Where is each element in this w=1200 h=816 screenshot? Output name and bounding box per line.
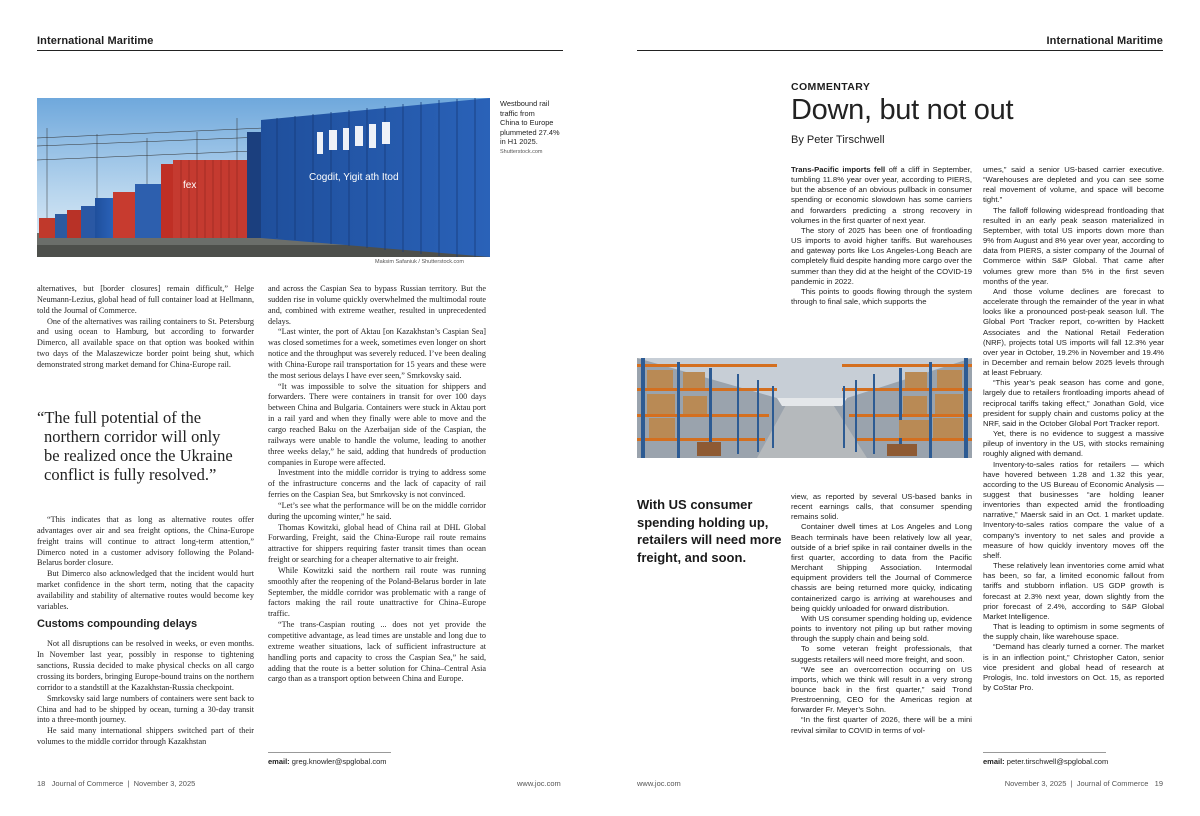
caption-line: in H1 2025. bbox=[500, 137, 538, 147]
container-label-blue: Cogdit, Yigit ath Itod bbox=[309, 172, 399, 183]
callout-line: retailers will need more bbox=[637, 532, 782, 548]
email-rule-right bbox=[983, 752, 1106, 753]
paragraph: This points to goods flowing through the system through to final sale, which supports the bbox=[791, 286, 972, 307]
email-address[interactable]: greg.knowler@spglobal.com bbox=[291, 757, 387, 766]
subhead: Customs compounding delays bbox=[37, 617, 198, 630]
kicker: COMMENTARY bbox=[791, 81, 871, 93]
callout-line: With US consumer bbox=[637, 497, 753, 512]
paragraph: alternatives, but [border closures] remain difficult,” Helge Neumann-Lezius, global head of full container load at Hellmann, told the Journal of Commerce. bbox=[37, 284, 254, 315]
paragraph: Container dwell times at Los Angeles and Long Beach terminals have been relatively low all year, outside of a brief spike in rail container dwells in the first quarter, according to data from the Pacific Merchant Shipping Association. Intermodal equipment providers tell the Journal of Commerce chassis are being returned more quicky, indicating containerized cargo is arriving at warehouses and being quickly unloaded for onward distribution. bbox=[791, 522, 972, 613]
caption-line: Westbound rail bbox=[500, 99, 550, 108]
footer-publication: Journal of Commerce bbox=[1076, 779, 1149, 788]
pull-quote-line: conflict is fully resolved.” bbox=[44, 465, 217, 484]
left-column-2 bbox=[268, 284, 486, 685]
caption-credit: Shutterstock.com bbox=[500, 148, 543, 155]
paragraph: That is leading to optimism in some segments of the supply chain, like warehouse space. bbox=[983, 622, 1164, 642]
email-address[interactable]: peter.tirschwell@spglobal.com bbox=[1006, 757, 1109, 766]
paragraph: “In the first quarter of 2026, there will be a mini revival similar to COVID in terms of vol- bbox=[791, 715, 972, 735]
paragraph: To some veteran freight professionals, that suggests retailers will need more freight, and soon. bbox=[791, 644, 972, 664]
paragraph: “The trans-Caspian routing ... does not yet provide the competitive advantage, as lead times are unstable and long due to extreme weather situations, lack of sufficient infrastructure at handling ports and capacity to cross the Caspian Sea,” he said, adding that the route is a better solution for China–Central Asia cargo than as a transport option between China and Europe. bbox=[268, 620, 486, 684]
footer-right: November 3, 2025 | Journal of Commerce 19 bbox=[1004, 779, 1163, 788]
page-number: 18 bbox=[37, 779, 46, 788]
paragraph: But Dimerco also acknowledged that the incident would hurt market confidence in the short term, noting that the capacity availability and stability of alternative routes would become key variables. bbox=[37, 569, 254, 611]
left-column-1-bottom bbox=[37, 515, 254, 748]
paragraph: “Last winter, the port of Aktau [on Kazakhstan’s Caspian Sea] was closed sometimes for a week, sometimes even longer on short notice and the throughput was severely reduced. I’ve been dealing with China-Europe rail transportation for 15 years and these were the most serious delays I have ever seen,” Smrkovsky said. bbox=[268, 327, 486, 380]
running-head-left: International Maritime bbox=[37, 35, 154, 47]
paragraph: “This year’s peak season has come and gone, largely due to retailers frontloading imports ahead of reciprocal tariffs taking effect,” Jonathan Gold, vice president for supply chain and customs policy at the NRF, said in the October Global Port Tracker report. bbox=[983, 378, 1164, 428]
pull-quote-line: “The full potential of the bbox=[37, 408, 202, 427]
callout-line: freight, and soon. bbox=[637, 549, 747, 565]
paragraph: These relatively lean inventories come amid what has been, so far, a limited economic fallout from tariffs and stubborn inflation. US GDP growth is forecast at 2.3% next year, down slightly from the prior forecast of 2.4%, according to S&P Global Market Intelligence. bbox=[983, 561, 1164, 621]
callout-line: spending holding up, bbox=[637, 514, 769, 530]
paragraph: The story of 2025 has been one of frontloading US imports to avoid higher tariffs. But warehouses and gateway ports like Los Angeles-Long Beach are completely fluid despite handing more cargo over the summer than they did at the height of the COVID-19 pandemic in 2022. bbox=[791, 225, 972, 286]
footer-date: November 3, 2025 bbox=[1004, 779, 1067, 788]
left-column-1-top bbox=[37, 284, 254, 371]
container-label-fex: fex bbox=[183, 180, 197, 191]
lead-paragraph bbox=[791, 165, 972, 226]
author-email-right bbox=[983, 757, 1108, 766]
paragraph: “Demand has clearly turned a corner. The market is in an inflection point,” Christopher Caton, senior vice president and global head of research at Prologis, Inc. told investors on Oct. 15, as reported by CoStar Pro. bbox=[983, 642, 1164, 692]
email-rule-left bbox=[268, 752, 391, 753]
paragraph: The falloff following widespread frontloading that resulted in an early peak season materialized in September, with total US imports down more than 9% from August and 8% year over year, according to data from PIERS, a sister company of the Journal of Commerce within S&P Global. That came after volumes grew more than 5% in the first seven months of the year. bbox=[983, 205, 1164, 286]
caption-line: China to Europe bbox=[500, 118, 554, 128]
lead-text: off a cliff in September, tumbling 11.8% year over year, according to PIERS, but the absence of an obvious pullback in consumer spending or economic slowdown has some carriers and forwarders predicting a strong recovery in volumes in the first quarter of next year. bbox=[791, 165, 972, 225]
rail-container-photo bbox=[37, 98, 490, 257]
photo-credit: Maksim Safaniuk / Shutterstock.com bbox=[375, 259, 464, 265]
paragraph: Smrkovsky said large numbers of containers were sent back to China and had to be shipped by ocean, turning a 30-day transit into a three-month journey. bbox=[37, 693, 254, 725]
headline: Down, but not out bbox=[791, 94, 1014, 126]
pull-quote-line: be realized once the Ukraine bbox=[44, 446, 233, 465]
paragraph: “It was impossible to solve the situation for shippers and forwarders. There were containers in transit for over 100 days between China and Bulgaria. Containers were stuck in Aktau port in a rail yard and when they finally were able to move and the cargo reached Baku on the Azerbaijan side of the Caspian, the railways were unable to handle the volume, leading to another three weeks delay,” he said, adding that hundreds of production companies in Europe were affected. bbox=[268, 381, 486, 467]
paragraph: Inventory-to-sales ratios for retailers — which have hovered between 1.28 and 1.32 this year, according to the US Bureau of Economic Analysis — suggest that businesses “are holding leaner inventories than expected amid the frontloading narrative,” Maersk said in an Oct. 1 market update. Inventory-to-sales ratios compare the value of a company’s inventory to net sales and provide a measure of how quickly inventory moves off the shelf. bbox=[983, 459, 1164, 560]
paragraph: and across the Caspian Sea to bypass Russian territory. But the sudden rise in volume quickly overwhelmed the multimodal route and, combined with extreme weather, resulted in unprecedented delays. bbox=[268, 284, 486, 326]
page-number: 19 bbox=[1154, 779, 1163, 788]
header-rule-left bbox=[37, 50, 563, 51]
email-label: email: bbox=[268, 757, 290, 766]
footer-url-left[interactable]: www.joc.com bbox=[517, 779, 561, 788]
paragraph: While Kowitzki said the northern rail route was running smoothly after the reopening of the Poland-Belarus border in late September, the middle corridor was problematic with a range of factors making the rail route unattractive for China–Europe traffic. bbox=[268, 565, 486, 619]
footer-date: November 3, 2025 bbox=[133, 779, 196, 788]
lead-in: Trans-Pacific imports fell bbox=[791, 165, 886, 174]
right-column-1-top bbox=[791, 165, 972, 307]
paragraph: umes,” said a senior US-based carrier executive. “Warehouses are depleted and you can see some real movement of volume, and space will become tight.” bbox=[983, 165, 1164, 205]
right-column-2 bbox=[983, 165, 1164, 693]
right-column-1-bottom bbox=[791, 492, 972, 736]
author-email-left bbox=[268, 757, 387, 766]
byline: By Peter Tirschwell bbox=[791, 134, 885, 146]
running-head-right: International Maritime bbox=[1046, 35, 1163, 47]
email-label: email: bbox=[983, 757, 1005, 766]
pull-quote-line: northern corridor will only bbox=[44, 427, 221, 446]
paragraph: He said many international shippers switched part of their volumes to the middle corridor through Kazakhstan bbox=[37, 726, 254, 747]
paragraph: “Let’s see what the performance will be on the middle corridor during the upcoming winter,” he said. bbox=[268, 500, 486, 521]
paragraph: Not all disruptions can be resolved in weeks, or even months. In November last year, possibly in response to tightening sanctions, Russia decided to make physical checks on all cargo crossing its borders, bringing Europe-bound trains on the northern corridor to a standstill at the Kazakhstan-Russia checkpoint. bbox=[37, 639, 254, 692]
caption-line: plummeted 27.4% bbox=[500, 127, 560, 137]
footer-left: 18 Journal of Commerce | November 3, 2025 bbox=[37, 779, 196, 788]
paragraph: With US consumer spending holding up, evidence points to inventory not piling up but rather moving through the supply chain and being sold. bbox=[791, 613, 972, 644]
paragraph: Thomas Kowitzki, global head of China rail at DHL Global Forwarding, Freight, said the China-Europe rail route remains attractive for shippers requiring faster transit times than ocean freight or searching for a cheaper alternative to air freight. bbox=[268, 522, 486, 565]
header-rule-right bbox=[637, 50, 1163, 51]
warehouse-photo bbox=[637, 358, 972, 458]
callout-quote bbox=[637, 496, 787, 566]
paragraph: And those volume declines are forecast to accelerate through the remainder of the year in what looks like a pronounced post-peak season lull. The Global Port Tracker report, co-written by Hackett Associates and the National Retail Federation (NRF), projects total US imports will fall 12.3% year over year in October, 19.2% in November and 19.4% in December and remain below 2025 levels through at least February. bbox=[983, 286, 1164, 378]
paragraph: “This indicates that as long as alternative routes offer advantages over air and sea freight options, the China-Europe freight trains will continue to attract long-term attention,” Dimerco noted in a customer advisory following the Poland-Belarus border closure. bbox=[37, 515, 254, 568]
paragraph: One of the alternatives was railing containers to St. Petersburg and using ocean to Hamburg, but according to forwarder Dimerco, all available space on that option was booked within two days of the Malaszewicze border point being shut, which demonstrated strong market demand for China-Europe rail. bbox=[37, 316, 254, 369]
paragraph: “We see an overcorrection occurring on US imports, which we think will result in a very strong bounce back in the first quarter,” said Trond Prestroenning, CEO for the Americas region at forwarder Fr. Meyer’s Sohn. bbox=[791, 664, 972, 715]
footer-publication: Journal of Commerce bbox=[51, 779, 124, 788]
photo-caption bbox=[500, 99, 570, 158]
caption-line: traffic from bbox=[500, 108, 535, 118]
paragraph: Yet, there is no evidence to suggest a massive pileup of inventory in the US, with stocks remaining roughly aligned with demand. bbox=[983, 429, 1164, 459]
footer-url-right[interactable]: www.joc.com bbox=[637, 779, 681, 788]
paragraph: view, as reported by several US-based banks in recent earnings calls, that consumer spending remains solid. bbox=[791, 492, 972, 522]
paragraph: Investment into the middle corridor is trying to address some of the infrastructure concerns and the lack of capacity of rail ferries on the Caspian Sea, but Smrkovsky is not convinced. bbox=[268, 468, 486, 500]
pull-quote bbox=[37, 408, 257, 484]
